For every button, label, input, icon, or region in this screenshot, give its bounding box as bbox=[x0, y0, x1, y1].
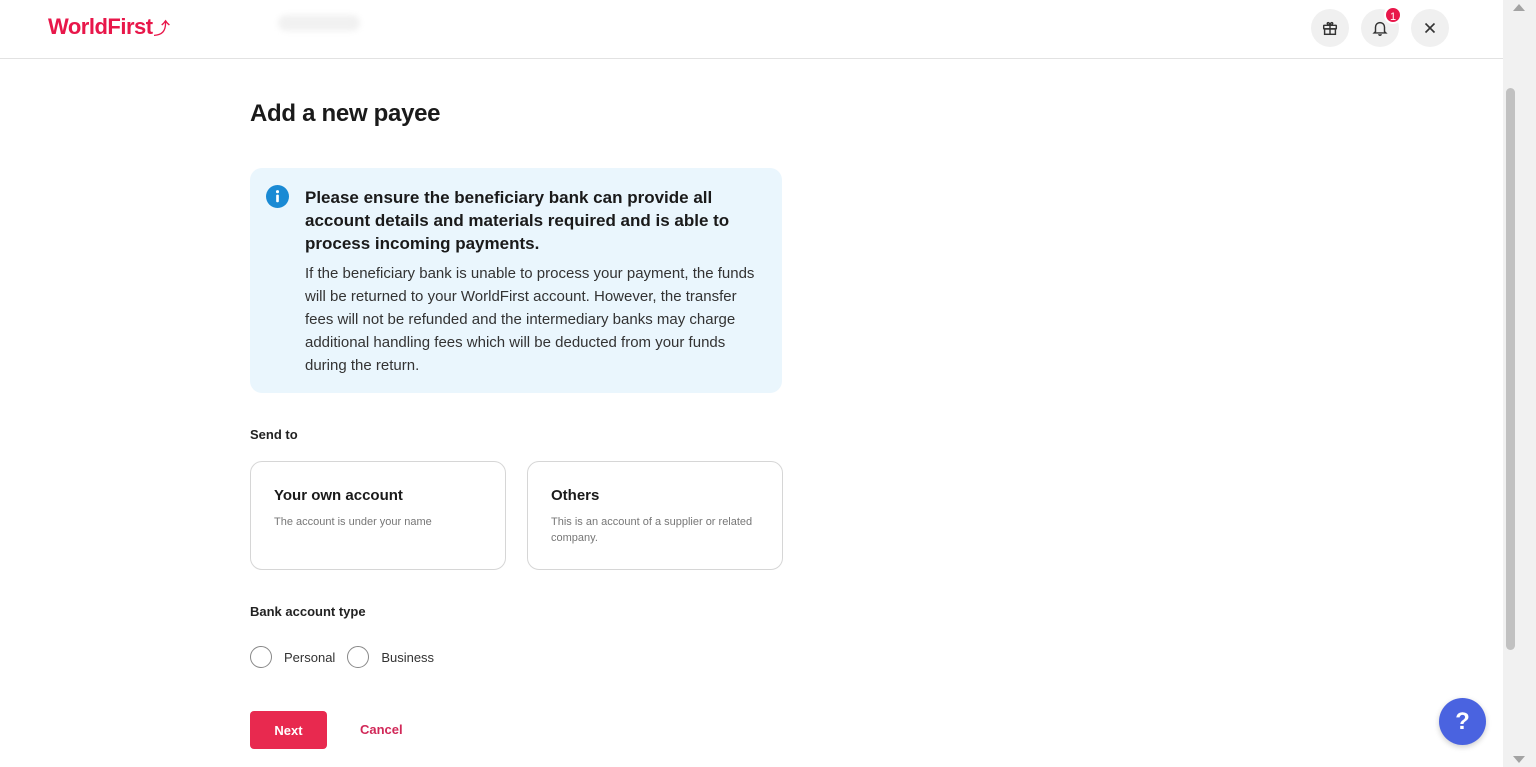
notice-heading: Please ensure the beneficiary bank can provide all account details and materials required and is able to process incoming payments. bbox=[305, 188, 730, 253]
option-card-own-account[interactable] bbox=[250, 461, 506, 570]
gift-button[interactable] bbox=[1311, 9, 1349, 47]
cancel-link[interactable]: Cancel bbox=[360, 722, 403, 737]
option-title: Others bbox=[551, 487, 600, 504]
notifications-button[interactable] bbox=[1361, 9, 1399, 47]
next-button[interactable]: Next bbox=[250, 711, 327, 749]
scrollbar[interactable] bbox=[1503, 0, 1536, 767]
blurred-account-name bbox=[278, 15, 360, 31]
scroll-up-icon[interactable] bbox=[1513, 4, 1525, 11]
close-icon bbox=[1421, 19, 1439, 37]
notification-badge: 1 bbox=[1384, 6, 1402, 24]
scroll-thumb[interactable] bbox=[1506, 88, 1515, 650]
radio-label-business[interactable]: Business bbox=[381, 649, 435, 665]
bank-account-type-label: Bank account type bbox=[250, 604, 366, 619]
radio-business[interactable] bbox=[347, 646, 434, 668]
radio-label-personal[interactable]: Personal bbox=[284, 649, 336, 665]
gift-icon bbox=[1321, 19, 1339, 37]
option-description: This is an account of a supplier or related company. bbox=[551, 516, 753, 544]
worldfirst-logo[interactable]: WorldFirst⤴ bbox=[48, 14, 170, 39]
info-icon bbox=[266, 185, 289, 208]
question-mark-icon: ? bbox=[1455, 707, 1470, 735]
radio-circle[interactable] bbox=[347, 646, 369, 668]
scroll-down-icon[interactable] bbox=[1513, 756, 1525, 763]
radio-personal[interactable] bbox=[250, 646, 335, 668]
top-bar bbox=[0, 0, 1503, 59]
info-notice bbox=[250, 168, 782, 393]
close-button[interactable] bbox=[1411, 9, 1449, 47]
page-title: Add a new payee bbox=[250, 100, 441, 127]
send-to-label: Send to bbox=[250, 427, 298, 442]
help-button[interactable] bbox=[1439, 698, 1486, 745]
option-title: Your own account bbox=[274, 487, 403, 504]
option-description: The account is under your name bbox=[274, 516, 432, 528]
bank-account-type-radio-group bbox=[250, 646, 446, 668]
option-card-others[interactable] bbox=[527, 461, 783, 570]
radio-circle[interactable] bbox=[250, 646, 272, 668]
notice-body: If the beneficiary bank is unable to process your payment, the funds will be returned to your WorldFirst account. However, the transfer fees will not be refunded and the intermediary banks may charge additional handling fees which will be deducted from your funds during the return. bbox=[305, 265, 755, 374]
